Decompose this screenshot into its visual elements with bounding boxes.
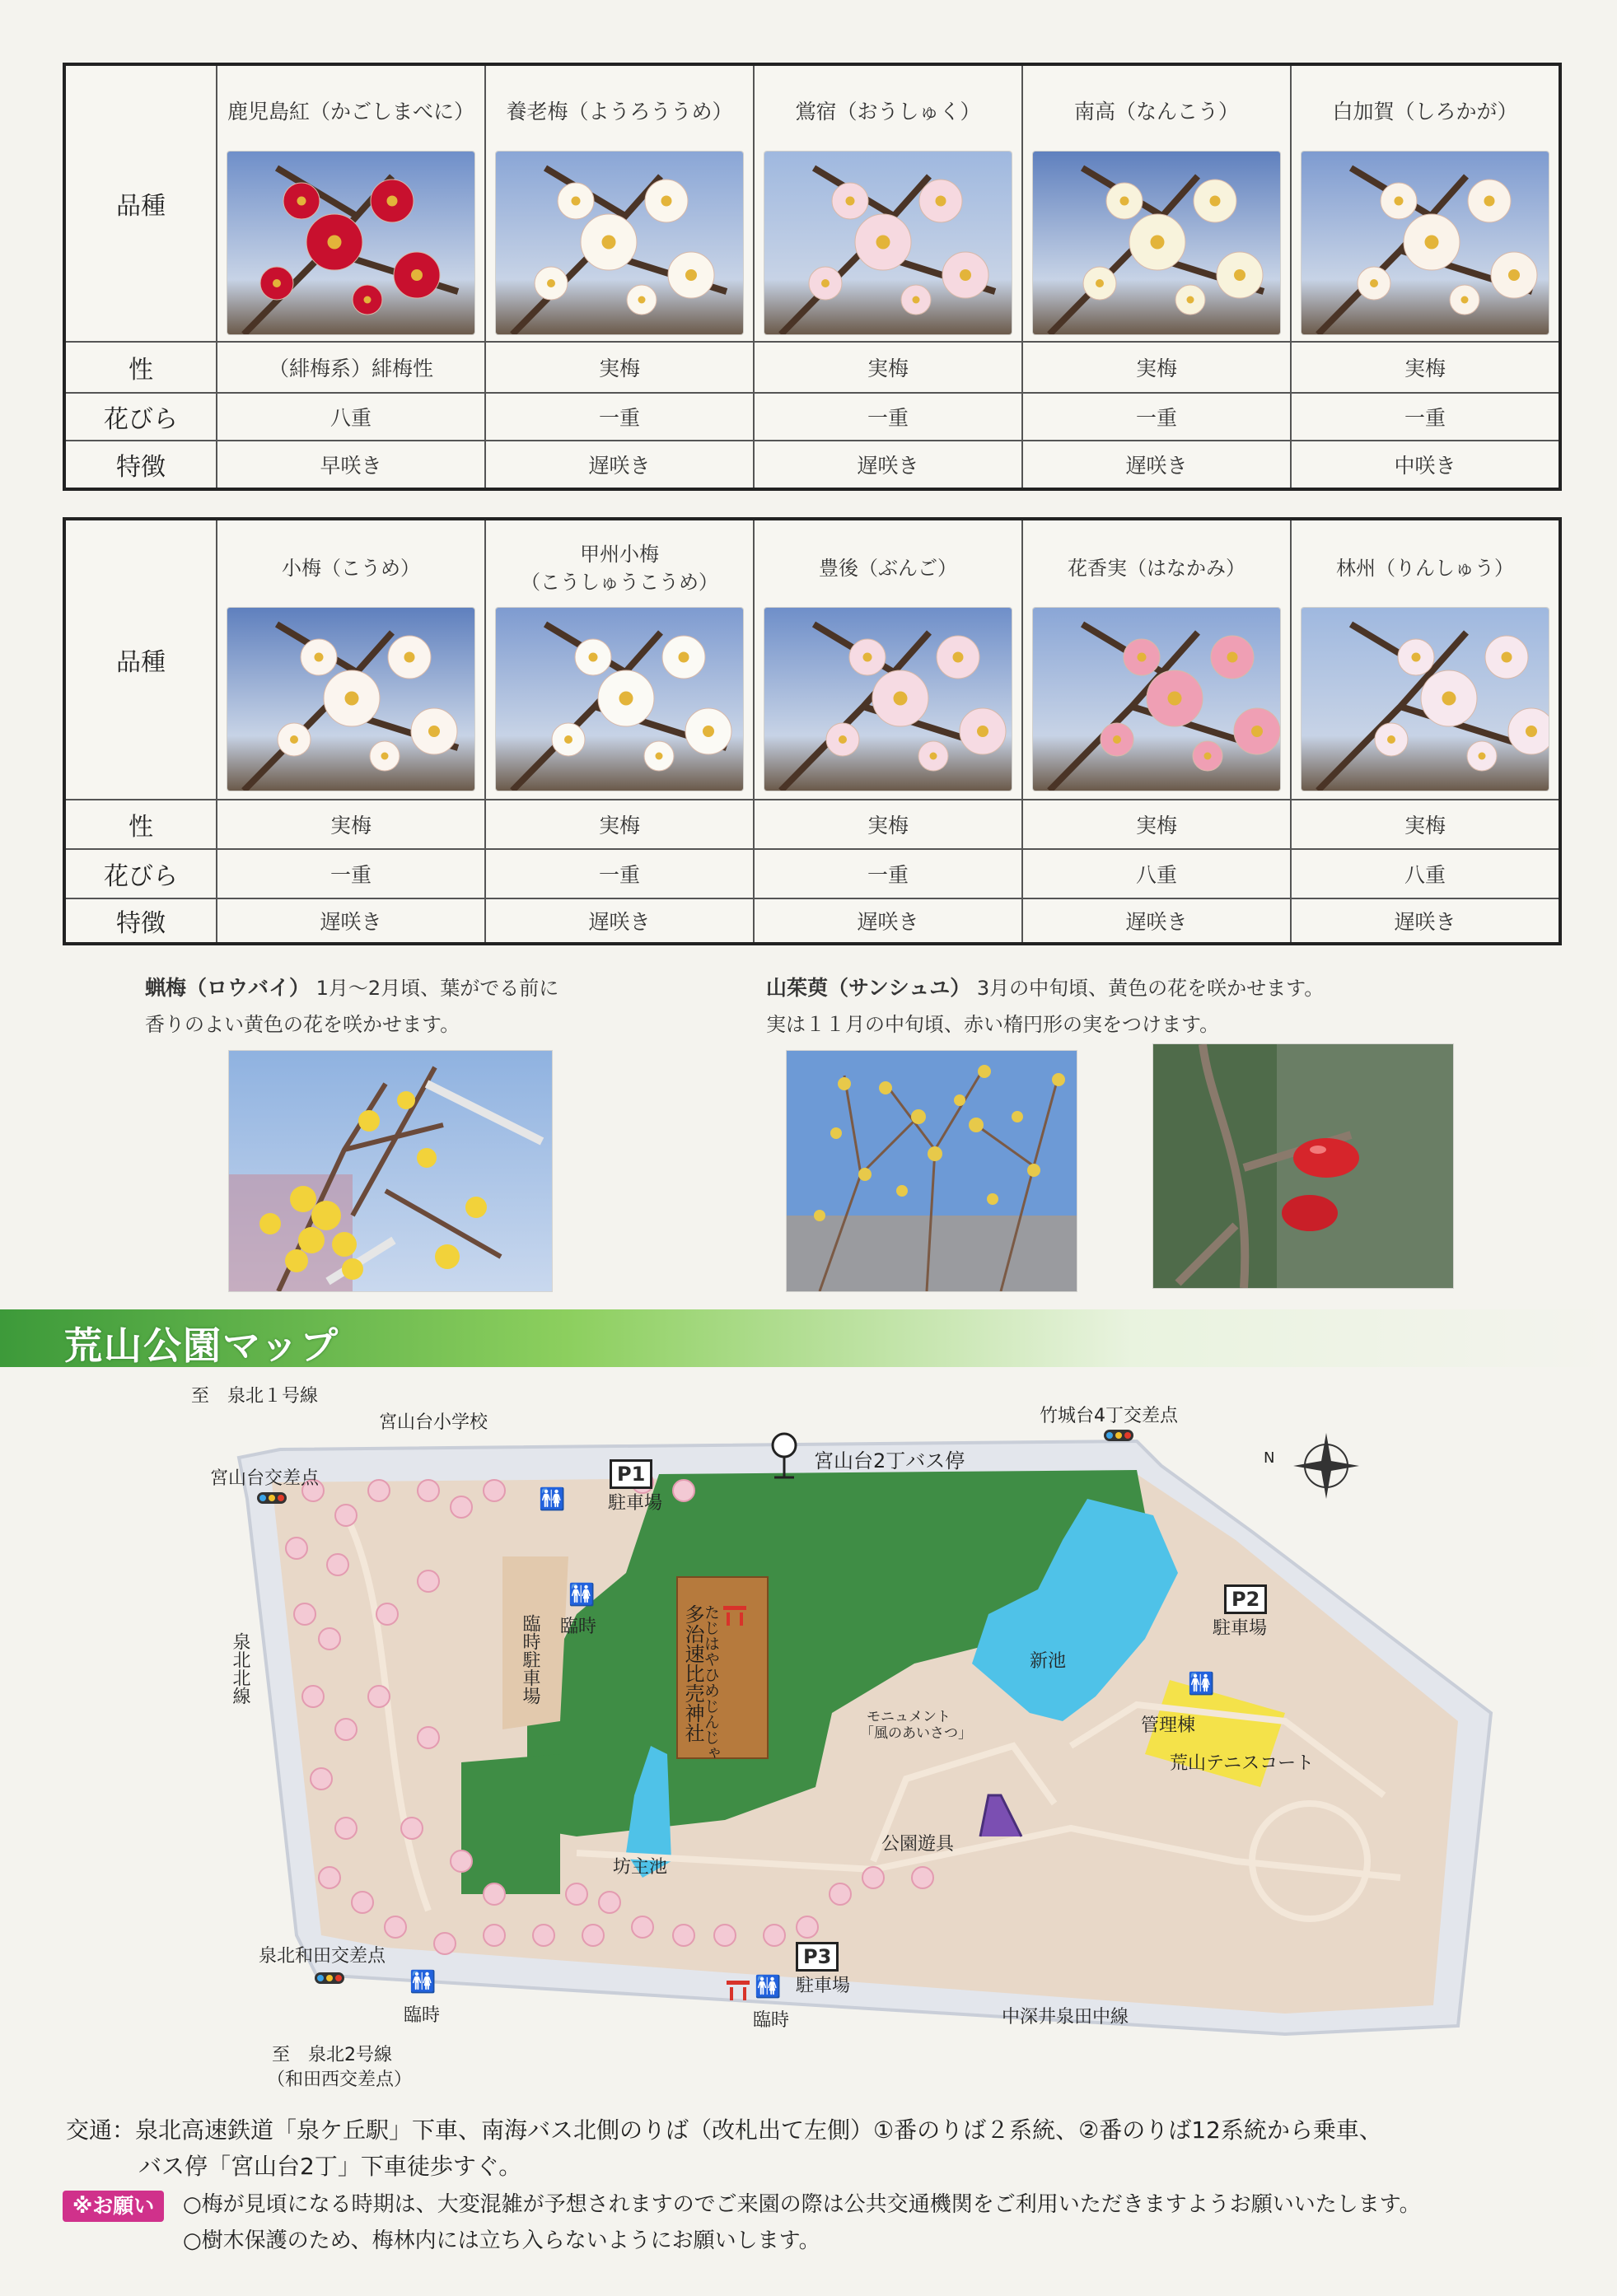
ume-blossom-icon <box>335 1719 357 1740</box>
blossom-photo-art <box>496 152 743 334</box>
ume-blossom-icon <box>327 1554 348 1575</box>
temp-label: 臨時 <box>560 1617 597 1637</box>
request-badge: ※お願い <box>63 2191 164 2222</box>
roubai-title: 蝋梅（ロウバイ） <box>145 976 311 1000</box>
ume-blossom-icon <box>352 1892 373 1913</box>
ume-blossom-icon <box>368 1480 390 1501</box>
p3-badge: P3 <box>796 1942 839 1972</box>
row-header-feature: 特徴 <box>66 441 217 488</box>
petals-value: 一重 <box>1023 394 1292 440</box>
variety-table-2 <box>63 517 1562 945</box>
nature-value: 実梅 <box>486 800 755 848</box>
ume-blossom-icon <box>484 1883 505 1905</box>
feature-value: 遅咲き <box>486 899 755 942</box>
nature-value: 実梅 <box>1404 357 1446 380</box>
monument-label-1: モニュメント <box>867 1709 951 1725</box>
roubai-line1: 1月～2月頃、葉がでる前に <box>315 977 559 1000</box>
playground-label: 公園遊具 <box>881 1834 955 1855</box>
toilet-icon-p3: 🚻 <box>755 1975 782 2000</box>
map-title: 荒山公園マップ <box>64 1323 340 1368</box>
bozuike-label: 坊主池 <box>613 1857 668 1878</box>
ume-blossom-icon <box>319 1867 340 1888</box>
variety-cell-3 <box>755 520 1023 799</box>
petals-value: 一重 <box>755 850 1023 898</box>
transit-line-2: バス停「宮山台2丁」下車徒歩すぐ。 <box>138 2153 522 2180</box>
variety-name: 甲州小梅 <box>580 543 659 566</box>
ume-blossom-icon <box>484 1925 505 1946</box>
nature-value: 実梅 <box>755 343 1023 392</box>
bus-stop-icon <box>773 1434 796 1457</box>
ume-blossom-icon <box>673 1925 694 1946</box>
roubai-line2: 香りのよい黄色の花を咲かせます。 <box>145 1013 460 1036</box>
feature-value: 遅咲き <box>755 441 1023 488</box>
p3-label: 駐車場 <box>796 1976 851 1996</box>
nature-value: 実梅 <box>755 800 1023 848</box>
variety-name-block <box>819 529 957 608</box>
transit-line-1: 交通：泉北高速鉄道「泉ケ丘駅」下車、南海バス北側のりば（改札出て左側）①番のりば２系統、②番のりば12系統から乗車、 <box>66 2116 1382 2144</box>
ume-blossom-icon <box>797 1916 818 1938</box>
ume-blossom-icon <box>533 1925 554 1946</box>
variety-photo <box>496 152 743 334</box>
sanshuyu-flower-photo <box>787 1051 1077 1291</box>
ume-blossom-icon <box>632 1916 653 1938</box>
ume-blossom-icon <box>582 1925 604 1946</box>
request-line-2: ○樹木保護のため、梅林内には立ち入らないようにお願いします。 <box>183 2228 820 2253</box>
variety-photo <box>764 608 1012 791</box>
petals-value: 一重 <box>1404 406 1446 430</box>
nature-value: 実梅 <box>217 800 486 848</box>
ume-blossom-icon <box>368 1686 390 1707</box>
ume-blossom-icon <box>912 1867 933 1888</box>
ume-blossom-icon <box>418 1727 439 1748</box>
variety-cell-5 <box>1292 520 1559 799</box>
variety-photo <box>1302 152 1549 334</box>
variety-name: 鹿児島紅（かごしまべに） <box>227 100 474 124</box>
kanri-label: 管理棟 <box>1141 1715 1196 1736</box>
feature-value: 遅咲き <box>486 441 755 488</box>
petals-value: 八重 <box>1404 863 1446 887</box>
variety-photo <box>1033 608 1280 791</box>
north-label: N <box>1264 1449 1275 1467</box>
blossom-photo-art <box>764 152 1012 334</box>
nature-value: （緋梅系）緋梅性 <box>217 343 486 392</box>
petals-value: 一重 <box>486 394 755 440</box>
blossom-photo-art <box>227 152 474 334</box>
variety-cell-1 <box>217 520 486 799</box>
ume-blossom-icon <box>418 1480 439 1501</box>
variety-name: 白加賀（しろかが） <box>1332 100 1518 124</box>
toilet-icon-temp: 🚻 <box>568 1583 596 1608</box>
feature-value: 遅咲き <box>1394 910 1456 934</box>
sanshuyu-flower-art <box>787 1051 1077 1291</box>
monument-label-2: 「風のあいさつ」 <box>860 1725 972 1742</box>
temp3-label: 臨時 <box>753 2010 790 2031</box>
variety-cell-4 <box>1023 520 1292 799</box>
variety-cell-3 <box>755 66 1023 341</box>
variety-cell-2 <box>486 520 755 799</box>
blossom-photo-art <box>1033 608 1280 791</box>
variety-name-block <box>282 529 420 608</box>
ume-blossom-icon <box>319 1628 340 1650</box>
ume-blossom-icon <box>286 1538 307 1559</box>
variety-cell-5 <box>1292 66 1559 341</box>
variety-name-reading: （こうしゅうこうめ） <box>521 571 718 594</box>
ume-blossom-icon <box>335 1505 357 1526</box>
toilet-icon-temp2: 🚻 <box>409 1970 437 1995</box>
variety-name-block <box>1068 529 1245 608</box>
petals-value: 一重 <box>217 850 486 898</box>
ume-blossom-icon <box>830 1883 851 1905</box>
p1-badge: P1 <box>610 1459 652 1489</box>
variety-table-1 <box>63 63 1562 491</box>
sanshuyu-title: 山茱萸（サンシュユ） <box>766 976 971 1000</box>
ume-blossom-icon <box>764 1925 785 1946</box>
ume-blossom-icon <box>714 1925 736 1946</box>
variety-cell-1 <box>217 66 486 341</box>
request-line-1: ○梅が見頃になる時期は、大変混雑が予想されますのでご来園の際は公共交通機関をご利用いただきますようお願いいたします。 <box>183 2192 1421 2217</box>
shrine-kana-label: たじはやひめじんじゃ <box>702 1604 720 1761</box>
toilet-icon-p1: 🚻 <box>539 1487 566 1512</box>
petals-value: 一重 <box>755 394 1023 440</box>
blossom-photo-art <box>496 608 743 791</box>
feature-value: 遅咲き <box>1023 899 1292 942</box>
ume-blossom-icon <box>335 1818 357 1839</box>
blossom-photo-art <box>764 608 1012 791</box>
variety-photo <box>1302 608 1549 791</box>
nature-value: 実梅 <box>1023 800 1292 848</box>
senboku-kita-label: 泉北北線 <box>230 1632 250 1705</box>
variety-name-block <box>1336 529 1514 608</box>
ume-blossom-icon <box>376 1603 398 1625</box>
variety-name-block <box>521 529 718 608</box>
shrine-label: 多治速比売神社 <box>681 1604 704 1743</box>
petals-value: 一重 <box>486 850 755 898</box>
ume-blossom-icon <box>862 1867 884 1888</box>
compass-icon <box>1293 1433 1359 1499</box>
ume-blossom-icon <box>311 1768 332 1790</box>
sanshuyu-line2: 実は１１月の中旬頃、赤い楕円形の実をつけます。 <box>766 1013 1220 1036</box>
variety-photo <box>764 152 1012 334</box>
feature-value: 早咲き <box>217 441 486 488</box>
variety-photo <box>227 608 474 791</box>
nature-value: 実梅 <box>1023 343 1292 392</box>
toilet-icon-kanri: 🚻 <box>1188 1672 1215 1696</box>
feature-value: 遅咲き <box>217 899 486 942</box>
bus-stop-label: 宮山台2丁バス停 <box>814 1449 965 1472</box>
roubai-note <box>145 970 558 1043</box>
ume-blossom-icon <box>302 1686 324 1707</box>
p2-badge: P2 <box>1224 1584 1267 1614</box>
ume-blossom-icon <box>434 1933 456 1954</box>
variety-name: 豊後（ぶんご） <box>819 557 957 580</box>
variety-name: 花香実（はなかみ） <box>1068 557 1245 580</box>
ume-blossom-icon <box>451 1850 472 1872</box>
wada-cross-label: 泉北和田交差点 <box>259 1946 386 1967</box>
petals-value: 八重 <box>217 394 486 440</box>
blossom-photo-art <box>227 608 474 791</box>
school-label: 宮山台小学校 <box>379 1412 488 1433</box>
variety-photo <box>1033 152 1280 334</box>
to-senboku-line1: 至 泉北１号線 <box>191 1386 319 1407</box>
row-header-nature: 性 <box>66 800 217 848</box>
feature-value: 中咲き <box>1394 454 1456 478</box>
roubai-photo-art <box>229 1051 552 1291</box>
ume-blossom-icon <box>418 1570 439 1592</box>
variety-name: 鴬宿（おうしゅく） <box>795 100 981 124</box>
nakafukai-label: 中深井泉田中線 <box>1002 2007 1129 2028</box>
ume-blossom-icon <box>599 1892 620 1913</box>
ume-blossom-icon <box>385 1916 406 1938</box>
p2-label: 駐車場 <box>1213 1618 1268 1639</box>
variety-photo <box>227 152 474 334</box>
blossom-photo-art <box>1302 608 1549 791</box>
variety-name: 林州（りんしゅう） <box>1336 557 1514 580</box>
temp-parking-label: 臨時駐車場 <box>520 1614 540 1705</box>
row-header-variety: 品種 <box>66 66 217 341</box>
wada-nishi-cross-label: （和田西交差点） <box>267 2070 413 2090</box>
variety-cell-2 <box>486 66 755 341</box>
ume-blossom-icon <box>294 1603 315 1625</box>
ume-blossom-icon <box>484 1480 505 1501</box>
takeshirodai-cross-label: 竹城台4丁交差点 <box>1040 1406 1178 1426</box>
petals-value: 八重 <box>1023 850 1292 898</box>
variety-name: 養老梅（ようろううめ） <box>506 100 733 124</box>
ume-blossom-icon <box>451 1496 472 1518</box>
tennis-label: 荒山テニスコート <box>1170 1753 1315 1774</box>
nature-value: 実梅 <box>486 343 755 392</box>
p1-label: 駐車場 <box>608 1493 663 1514</box>
nature-value: 実梅 <box>1404 814 1446 838</box>
feature-value: 遅咲き <box>1023 441 1292 488</box>
roubai-photo <box>229 1051 552 1291</box>
row-header-feature: 特徴 <box>66 899 217 942</box>
sanshuyu-fruit-photo <box>1153 1044 1453 1288</box>
temp2-label: 臨時 <box>404 2005 441 2026</box>
feature-value: 遅咲き <box>755 899 1023 942</box>
to-senboku-line2: 至 泉北2号線 <box>272 2045 392 2065</box>
ume-blossom-icon <box>566 1883 587 1905</box>
sanshuyu-note <box>766 970 1324 1043</box>
sanshuyu-fruit-art <box>1153 1044 1453 1288</box>
variety-cell-4 <box>1023 66 1292 341</box>
sanshuyu-line1: 3月の中旬頃、黄色の花を咲かせます。 <box>976 977 1325 1000</box>
miyamadai-cross-label: 宮山台交差点 <box>210 1468 320 1489</box>
row-header-variety: 品種 <box>66 520 217 799</box>
variety-name: 小梅（こうめ） <box>282 557 420 580</box>
variety-photo <box>496 608 743 791</box>
row-header-petals: 花びら <box>66 850 217 898</box>
ume-blossom-icon <box>673 1480 694 1501</box>
map-title-banner <box>0 1309 1617 1367</box>
variety-name: 南高（なんこう） <box>1073 100 1239 124</box>
blossom-photo-art <box>1033 152 1280 334</box>
shinike-label: 新池 <box>1030 1651 1067 1672</box>
row-header-petals: 花びら <box>66 394 217 440</box>
ume-blossom-icon <box>401 1818 423 1839</box>
row-header-nature: 性 <box>66 343 217 392</box>
blossom-photo-art <box>1302 152 1549 334</box>
